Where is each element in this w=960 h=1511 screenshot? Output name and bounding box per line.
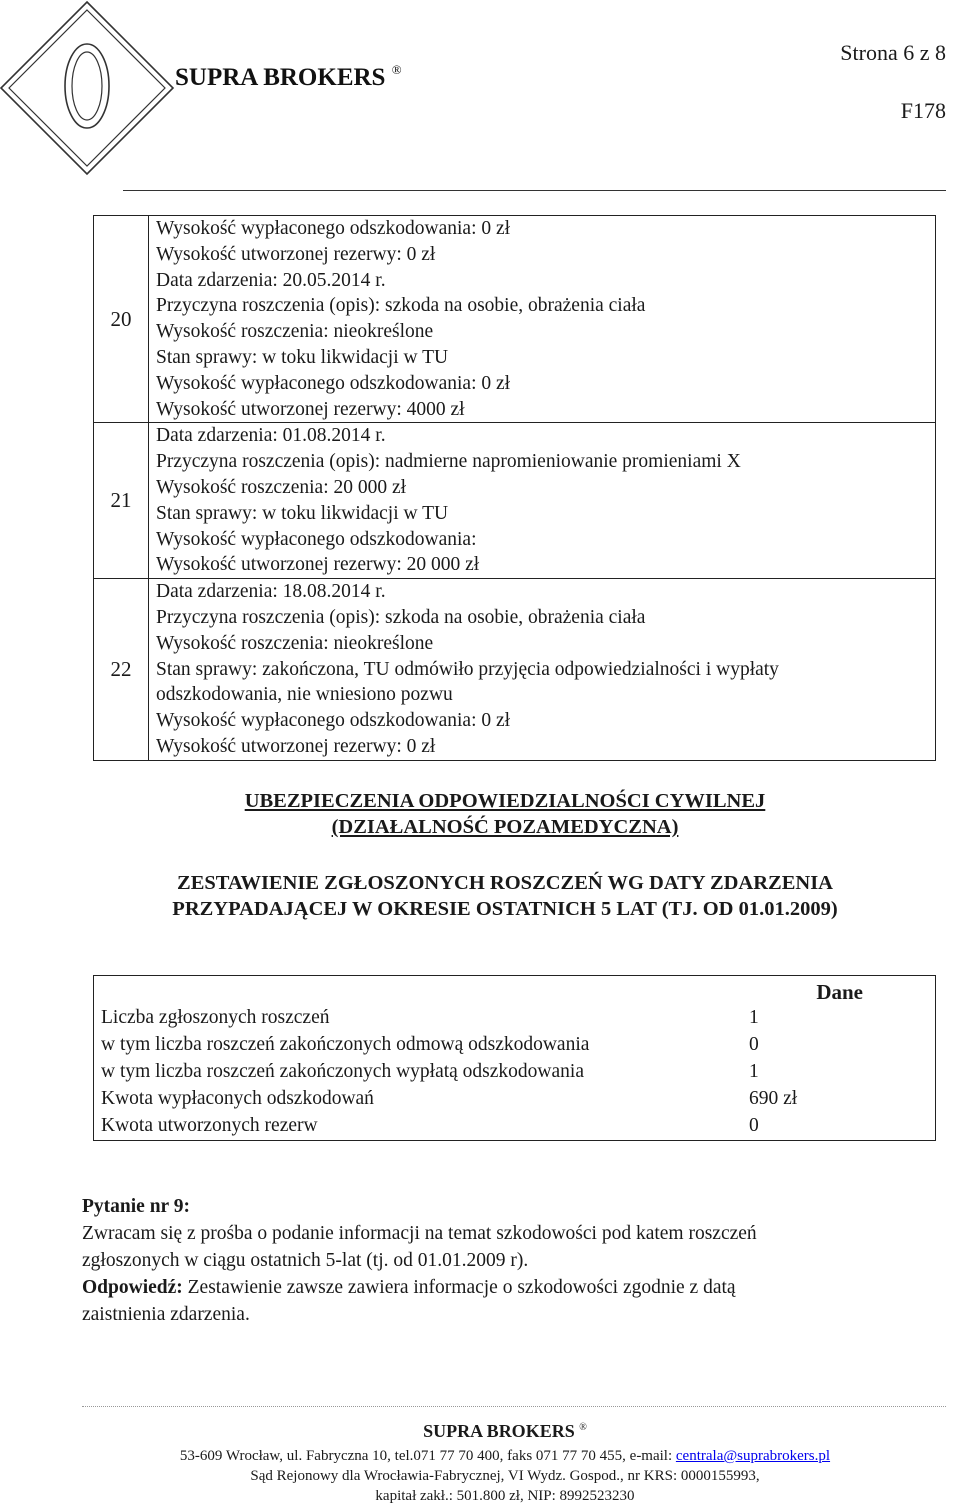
claim-line: Stan sprawy: w toku likwidacji w TU <box>156 346 449 368</box>
claim-line: Wysokość utworzonej rezerwy: 0 zł <box>156 735 436 757</box>
table-row <box>94 216 936 423</box>
claim-line: Wysokość wypłaconego odszkodowania: 0 zł <box>156 372 511 394</box>
claim-line: Wysokość roszczenia: nieokreślone <box>156 321 434 343</box>
summary-row-label: w tym liczba roszczeń zakończonych odmową odszkodowania <box>101 1034 590 1055</box>
section-title: UBEZPIECZENIA ODPOWIEDZIALNOŚCI CYWILNEJ (DZIAŁALNOŚĆ POZAMEDYCZNA) <box>244 790 766 838</box>
claim-details <box>149 423 936 579</box>
question-text: Zwracam się z prośba o podanie informacji na temat szkodowości pod katem roszczeń <box>82 1223 757 1244</box>
footer-divider <box>82 1406 946 1407</box>
document-id: F178 <box>900 98 946 123</box>
claim-line: Data zdarzenia: 20.05.2014 r. <box>156 269 386 291</box>
footer-brand: SUPRA BROKERS ® <box>423 1421 587 1441</box>
header-divider <box>123 190 946 191</box>
claim-number: 20 <box>94 216 149 423</box>
claim-line: Przyczyna roszczenia (opis): szkoda na osobie, obrażenia ciała <box>156 606 646 628</box>
claim-line: Data zdarzenia: 01.08.2014 r. <box>156 425 386 447</box>
footer-capital: kapitał zakł.: 501.800 zł, NIP: 8992523230 <box>375 1488 635 1504</box>
claim-line: Stan sprawy: zakończona, TU odmówiło przyjęcia odpowiedzialności i wypłaty <box>156 658 779 680</box>
summary-row-label: Liczba zgłoszonych roszczeń <box>101 1007 330 1028</box>
summary-column-header: Dane <box>816 980 863 1004</box>
summary-row-label: w tym liczba roszczeń zakończonych wypłatą odszkodowania <box>101 1061 584 1082</box>
claim-line: Wysokość wypłaconego odszkodowania: 0 zł <box>156 218 511 239</box>
claim-line: odszkodowania, nie wniesiono pozwu <box>156 684 453 706</box>
summary-row-value: 690 zł <box>749 1088 798 1109</box>
table-row <box>94 579 936 761</box>
section-subtitle: ZESTAWIENIE ZGŁOSZONYCH ROSZCZEŃ WG DATY ZDARZENIA PRZYPADAJĄCEJ W OKRESIE OSTATNICH 5 LAT (TJ. OD 01.01.2009) <box>172 872 838 920</box>
claim-number: 22 <box>94 579 149 761</box>
claim-line: Stan sprawy: w toku likwidacji w TU <box>156 502 449 524</box>
claim-line: Przyczyna roszczenia (opis): nadmierne napromieniowanie promieniami X <box>156 451 741 473</box>
claim-number: 21 <box>94 423 149 579</box>
table-row <box>94 423 936 579</box>
claim-details <box>149 579 936 761</box>
summary-row-value: 0 <box>749 1034 759 1055</box>
claim-line: Przyczyna roszczenia (opis): szkoda na osobie, obrażenia ciała <box>156 295 646 317</box>
claim-line: Data zdarzenia: 18.08.2014 r. <box>156 581 386 603</box>
summary-row-label: Kwota utworzonych rezerw <box>101 1115 318 1136</box>
summary-row-label: Kwota wypłaconych odszkodowań <box>101 1088 374 1109</box>
email-link[interactable]: centrala@suprabrokers.pl <box>675 1448 831 1464</box>
claim-line: Wysokość utworzonej rezerwy: 20 000 zł <box>156 554 480 576</box>
claim-line: Wysokość wypłaconego odszkodowania: <box>156 528 477 550</box>
claim-line: Wysokość utworzonej rezerwy: 4000 zł <box>156 398 465 420</box>
claim-line: Wysokość utworzonej rezerwy: 0 zł <box>156 243 436 265</box>
footer-address: 53-609 Wrocław, ul. Fabryczna 10, tel.071 77 70 400, faks 071 77 70 455, e-mail: centrala@suprabrokers.pl <box>179 1448 831 1464</box>
claim-line: Wysokość wypłaconego odszkodowania: 0 zł <box>156 710 511 732</box>
answer-label: Odpowiedź: <box>82 1277 183 1298</box>
question-label: Pytanie nr 9: <box>82 1196 190 1217</box>
summary-row-value: 1 <box>749 1061 759 1082</box>
summary-table <box>93 975 936 1141</box>
question-text: zgłoszonych w ciągu ostatnich 5-lat (tj. od 01.01.2009 r). <box>82 1250 529 1271</box>
answer-text: zaistnienia zdarzenia. <box>82 1304 250 1325</box>
summary-row-value: 1 <box>749 1007 759 1028</box>
claim-line: Wysokość roszczenia: 20 000 zł <box>156 476 407 498</box>
header-brand: SUPRA BROKERS ® <box>175 62 402 91</box>
page-number: Strona 6 z 8 <box>840 40 946 65</box>
claims-table <box>93 215 936 761</box>
company-logo <box>0 0 175 180</box>
claim-details <box>149 216 936 423</box>
summary-row-value: 0 <box>749 1115 759 1136</box>
footer-court: Sąd Rejonowy dla Wrocławia-Fabrycznej, VI Wydz. Gospod., nr KRS: 0000155993, <box>250 1468 760 1484</box>
claim-line: Wysokość roszczenia: nieokreślone <box>156 632 434 654</box>
answer-text: Odpowiedź: Zestawienie zawsze zawiera informacje o szkodowości zgodnie z datą <box>82 1277 736 1298</box>
